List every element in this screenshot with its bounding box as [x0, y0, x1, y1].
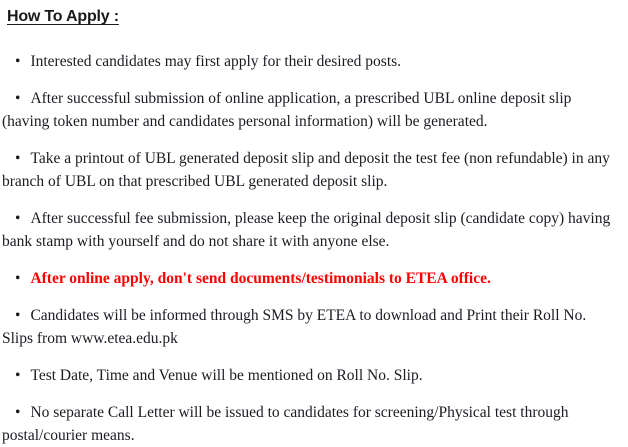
list-item-text: After successful fee submission, please keep the original deposit slip (candidate copy) having bank stamp with yourself and do not share it with anyone else. [2, 210, 611, 250]
page-title: How To Apply : [7, 8, 119, 25]
bullet-icon: • [15, 150, 21, 167]
how-to-apply-list [2, 50, 614, 447]
list-item [2, 147, 614, 193]
list-item-text: Take a printout of UBL generated deposit slip and deposit the test fee (non refundable) in any branch of UBL on that prescribed UBL generated deposit slip. [2, 150, 610, 190]
bullet-icon: • [15, 210, 21, 227]
list-item [2, 87, 614, 133]
list-item-warning [2, 267, 614, 290]
bullet-icon: • [15, 53, 21, 70]
bullet-icon: • [15, 367, 21, 384]
list-item-text: Test Date, Time and Venue will be mentioned on Roll No. Slip. [30, 367, 423, 384]
list-item-text: No separate Call Letter will be issued to candidates for screening/Physical test through postal/courier means. [2, 404, 569, 444]
list-item-text: Candidates will be informed through SMS by ETEA to download and Print their Roll No. Slips from www.etea.edu.pk [2, 307, 587, 347]
list-item-text: Interested candidates may first apply for their desired posts. [30, 53, 402, 70]
list-item-text: After online apply, don't send documents/testimonials to ETEA office. [30, 270, 491, 287]
bullet-icon: • [15, 404, 21, 421]
bullet-icon: • [15, 307, 21, 324]
list-item [2, 207, 614, 253]
list-item [2, 50, 614, 73]
list-item [2, 304, 614, 350]
list-item [2, 364, 614, 387]
list-item-text: After successful submission of online application, a prescribed UBL online deposit slip (having token number and candidates personal information) will be generated. [2, 90, 572, 130]
list-item [2, 401, 614, 447]
bullet-icon: • [15, 90, 21, 107]
bullet-icon: • [15, 270, 21, 287]
